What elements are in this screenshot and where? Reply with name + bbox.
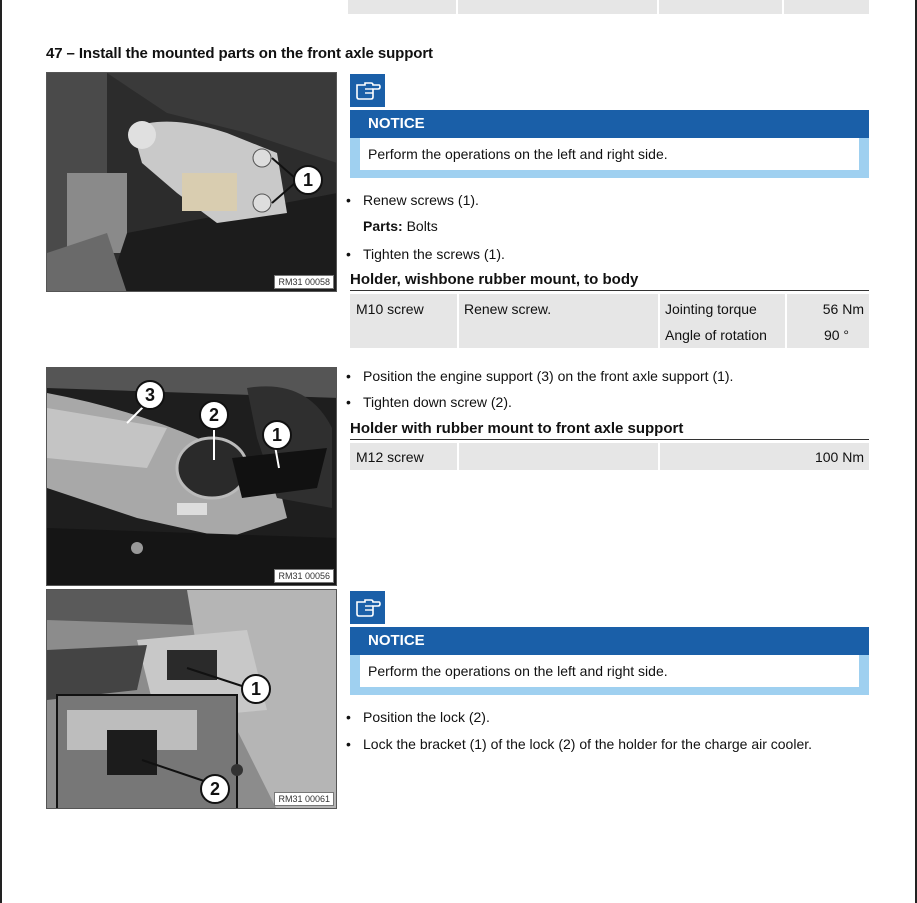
bullet-dot-icon: • — [346, 192, 351, 208]
screw-size: M12 screw — [356, 449, 424, 465]
pointing-hand-icon — [350, 591, 385, 624]
list-item: • Tighten the screws (1). — [346, 246, 505, 262]
parts-value: Bolts — [402, 218, 438, 234]
callout-2: 2 — [199, 400, 229, 430]
torque-value: 100 Nm — [814, 449, 864, 465]
table-heading: Holder, wishbone rubber mount, to body — [350, 271, 869, 291]
photo-front-axle-mount — [46, 72, 337, 292]
notice-text: Perform the operations on the left and right side. — [360, 138, 859, 170]
bullet-dot-icon: • — [346, 394, 351, 410]
section-title: 47 – Install the mounted parts on the front axle support — [46, 45, 433, 62]
photo-reference: RM31 00061 — [274, 792, 334, 806]
photo-reference: RM31 00056 — [274, 569, 334, 583]
callout-1: 1 — [241, 674, 271, 704]
table-heading: Holder with rubber mount to front axle support — [350, 420, 869, 440]
callout-2: 2 — [200, 774, 230, 804]
list-item: • Lock the bracket (1) of the lock (2) of the holder for the charge air cooler. — [346, 736, 813, 752]
callout-1: 1 — [293, 165, 323, 195]
angle-label: Angle of rotation — [665, 327, 767, 343]
pointing-hand-icon — [350, 74, 385, 107]
notice-text: Perform the operations on the left and right side. — [360, 655, 859, 687]
notice-box — [350, 74, 869, 178]
bullet-dot-icon: • — [346, 368, 351, 384]
previous-table-fragment — [348, 0, 869, 14]
torque-label: Jointing torque — [665, 301, 757, 317]
spec-table — [350, 443, 869, 470]
notice-box — [350, 591, 869, 695]
callout-1: 1 — [262, 420, 292, 450]
angle-value: 90 ° — [823, 327, 849, 343]
photo-reference: RM31 00058 — [274, 275, 334, 289]
list-item: • Position the engine support (3) on the front axle support (1). — [346, 368, 734, 384]
list-item: • Tighten down screw (2). — [346, 394, 512, 410]
spec-table — [350, 294, 869, 348]
bullet-dot-icon: • — [346, 709, 351, 725]
screw-size: M10 screw — [356, 301, 424, 317]
torque-value: 56 Nm — [822, 301, 864, 317]
list-item: • Renew screws (1). — [346, 192, 479, 208]
callout-3: 3 — [135, 380, 165, 410]
photo-engine-support — [46, 367, 337, 586]
bullet-dot-icon: • — [346, 246, 351, 262]
notice-label: NOTICE — [350, 110, 869, 138]
screw-note: Renew screw. — [464, 301, 552, 317]
bullet-dot-icon: • — [346, 736, 351, 752]
parts-line — [363, 217, 438, 235]
list-item: • Position the lock (2). — [346, 709, 490, 725]
photo-charge-air-cooler-lock — [46, 589, 337, 809]
parts-label: Parts: — [363, 218, 403, 234]
notice-label: NOTICE — [350, 627, 869, 655]
